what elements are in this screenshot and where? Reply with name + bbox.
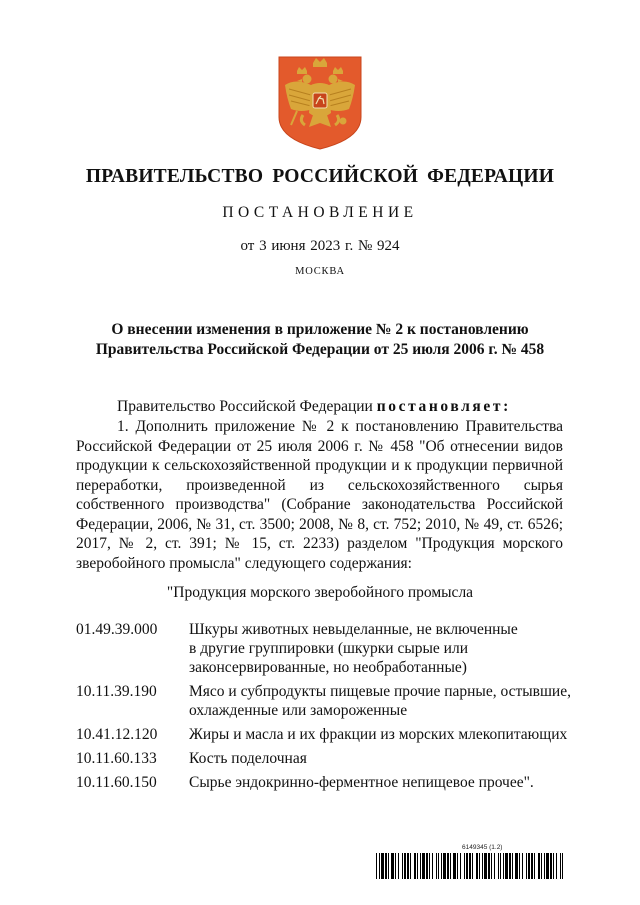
product-code: 01.49.39.000 bbox=[76, 621, 158, 638]
opening-verb: постановляет: bbox=[376, 398, 511, 415]
list-item bbox=[76, 725, 576, 744]
barcode-icon bbox=[376, 853, 564, 879]
document-id: 6149345 (1.2) bbox=[462, 844, 503, 851]
section-title: "Продукция морского зверобойного промысла bbox=[166, 584, 474, 601]
product-description: Кость поделочная bbox=[189, 750, 307, 767]
product-description: Шкуры животных невыделанные, не включенные в другие группировки (шкурки сырые или законсервированные, но необработанные) bbox=[189, 621, 518, 676]
product-description: Сырье эндокринно-ферментное непищевое прочее". bbox=[189, 774, 534, 791]
list-item bbox=[76, 749, 576, 768]
product-code: 10.11.60.133 bbox=[76, 750, 157, 767]
product-code: 10.11.60.150 bbox=[76, 774, 157, 791]
product-codes-list bbox=[76, 620, 576, 797]
opening-text: Правительство Российской Федерации bbox=[117, 398, 373, 415]
product-description: Мясо и субпродукты пищевые прочие парные, остывшие, охлажденные или замороженные bbox=[189, 683, 571, 719]
product-code: 10.41.12.120 bbox=[76, 726, 158, 743]
decree-subject bbox=[60, 320, 580, 360]
government-title: ПРАВИТЕЛЬСТВО РОССИЙСКОЙ ФЕДЕРАЦИИ bbox=[85, 166, 555, 187]
subject-line-2: Правительства Российской Федерации от 25 июля 2006 г. № 458 bbox=[95, 341, 545, 358]
list-item bbox=[76, 773, 576, 792]
coat-of-arms-icon bbox=[277, 55, 363, 151]
list-item bbox=[76, 682, 576, 720]
decree-word: ПОСТАНОВЛЕНИЕ bbox=[222, 204, 418, 221]
decree-city: МОСКВА bbox=[295, 266, 345, 277]
list-item bbox=[76, 620, 576, 677]
product-code: 10.11.39.190 bbox=[76, 683, 157, 700]
decree-date-number: от 3 июня 2023 г. № 924 bbox=[240, 238, 400, 254]
item-1-paragraph: 1. Дополнить приложение № 2 к постановлению Правительства Российской Федерации от 25 июля 2006 г. № 458 "Об отнесении видов продукции к сельскохозяйственной продукции и к продукции первичной переработки, произведенной из сельскохозяйственного сырья собственного производства" (Собрание законодательства Российской Федерации, 2006, № 31, ст. 3500; 2008, № 8, ст. 752; 2010, № 49, ст. 6526; 2017, № 2, ст. 391; № 15, ст. 2233) разделом "Продукция морского зверобойного промысла" следующего содержания: bbox=[76, 418, 563, 572]
opening-paragraph bbox=[76, 397, 563, 417]
subject-line-1: О внесении изменения в приложение № 2 к постановлению bbox=[111, 321, 529, 338]
product-description: Жиры и масла и их фракции из морских млекопитающих bbox=[189, 726, 568, 743]
